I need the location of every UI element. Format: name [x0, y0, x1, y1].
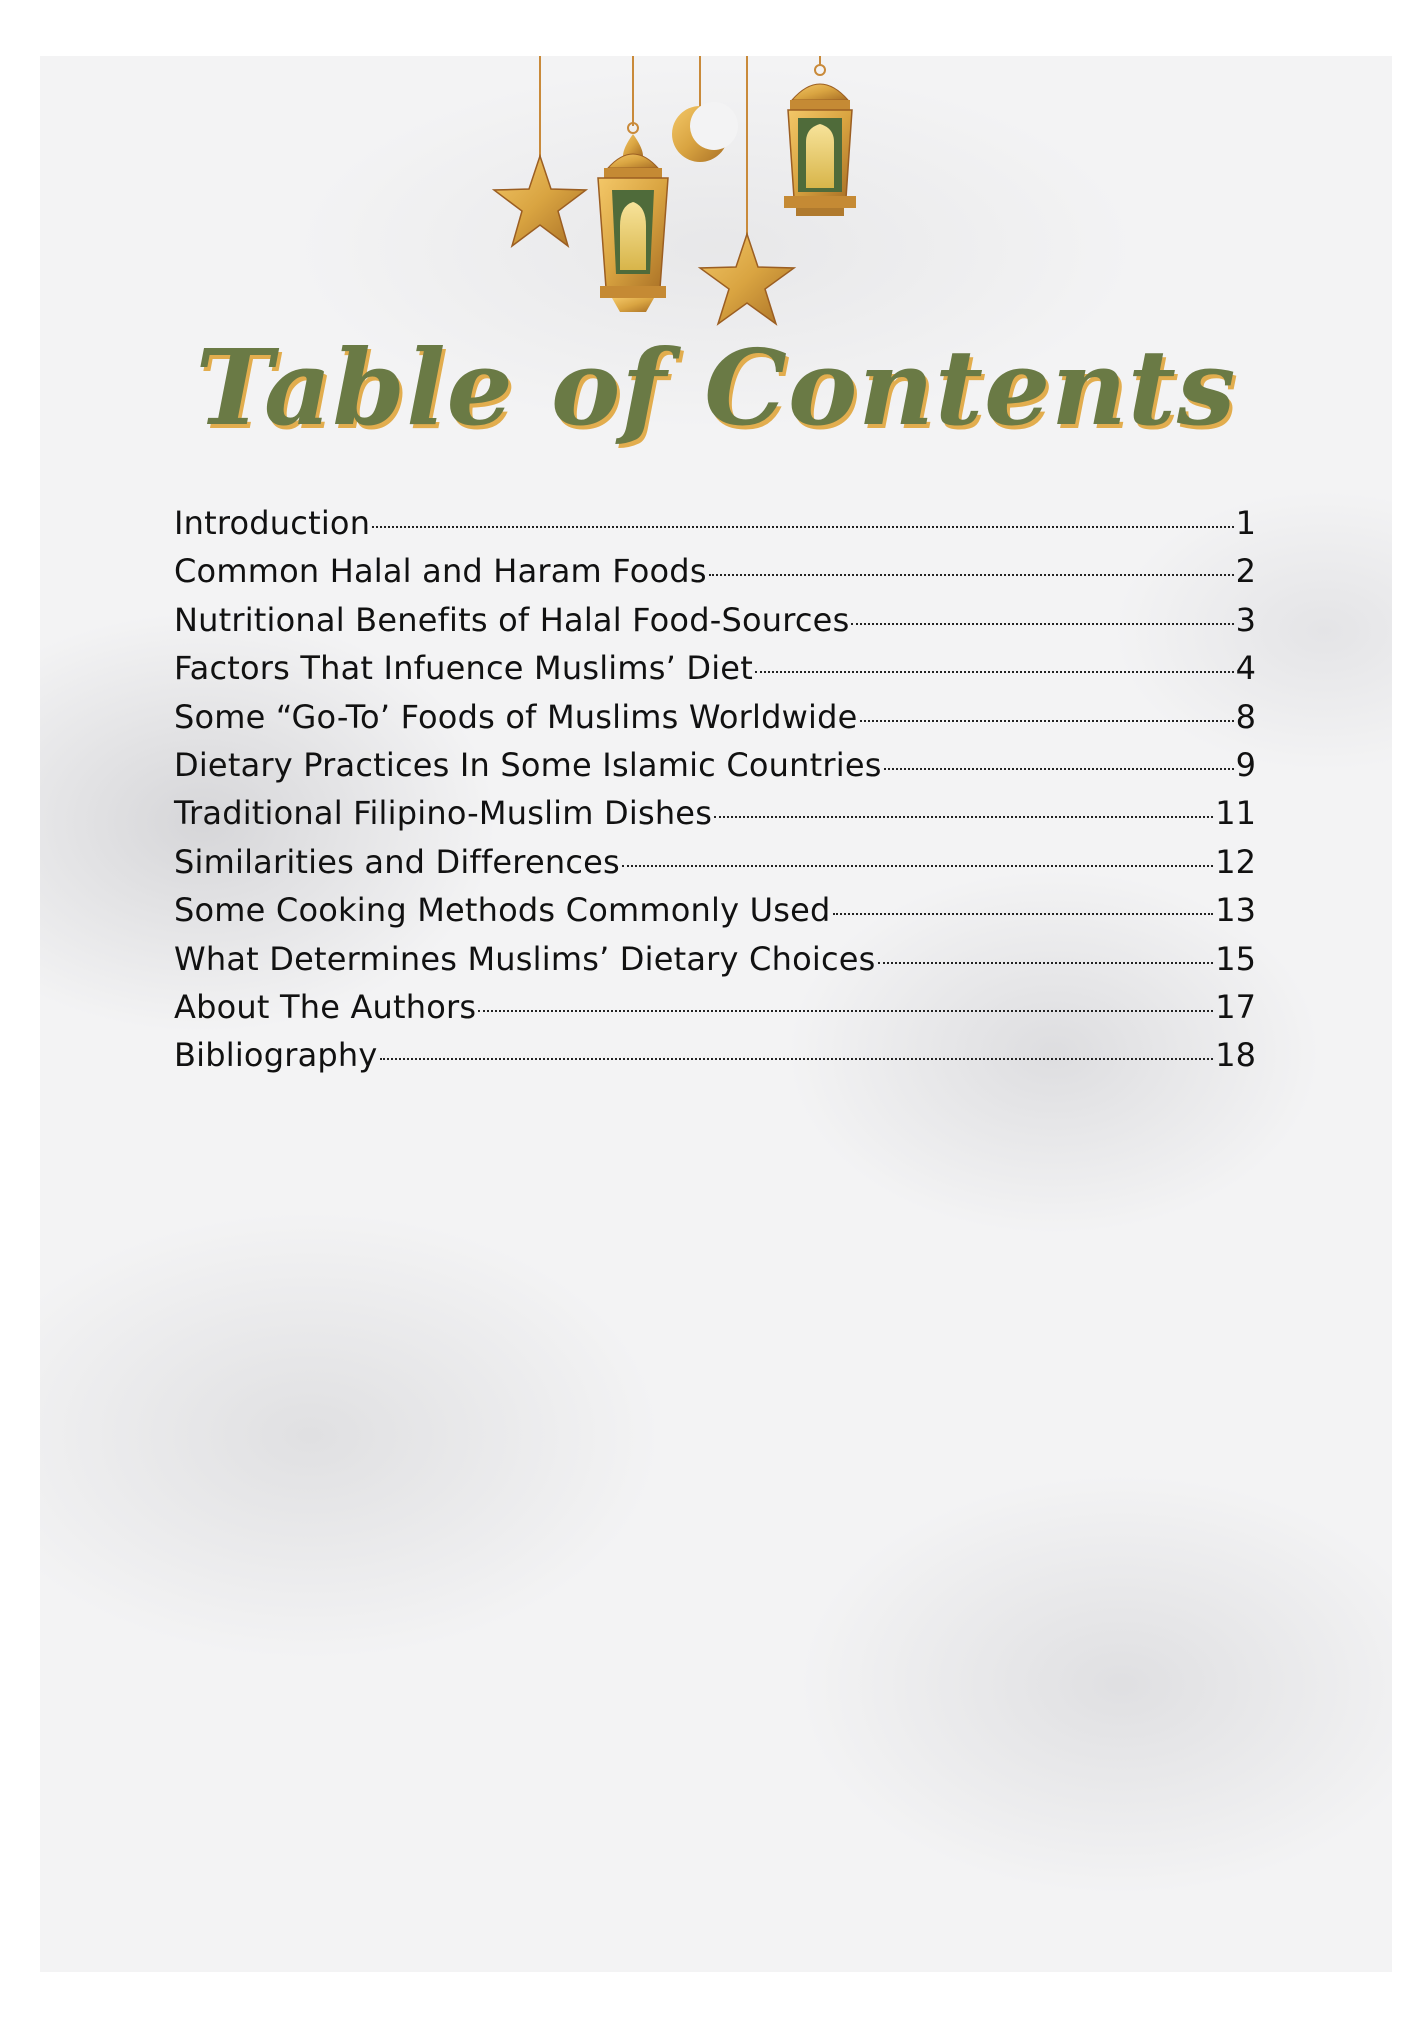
dot-leader [860, 720, 1234, 722]
toc-entry-label: Traditional Filipino-Muslim Dishes [174, 794, 713, 833]
toc-entry-label: About The Authors [174, 987, 477, 1026]
dot-leader [478, 1010, 1213, 1012]
toc-entry[interactable] [174, 891, 1256, 939]
dot-leader [833, 913, 1214, 915]
toc-entry-page-number: 8 [1235, 697, 1256, 736]
dot-leader [851, 623, 1233, 625]
toc-entry-page-number: 17 [1215, 987, 1256, 1026]
toc-entry-label: Bibliography [174, 1036, 378, 1075]
dot-leader [622, 865, 1213, 867]
dot-leader [380, 1058, 1214, 1060]
toc-entry-page-number: 1 [1235, 504, 1256, 542]
toc-entry-label: Dietary Practices In Some Islamic Countries [174, 745, 882, 784]
dot-leader [755, 671, 1234, 673]
toc-entry[interactable] [174, 940, 1256, 988]
toc-entry[interactable] [174, 746, 1256, 794]
toc-entry[interactable] [174, 601, 1256, 649]
toc-entry-page-number: 11 [1215, 794, 1256, 833]
dot-leader [884, 768, 1234, 770]
star-icon [494, 156, 586, 246]
toc-entry[interactable] [174, 698, 1256, 746]
table-of-contents [174, 504, 1256, 1085]
dot-leader [709, 574, 1234, 576]
toc-entry[interactable] [174, 552, 1256, 600]
toc-entry-page-number: 13 [1215, 891, 1256, 930]
toc-entry-page-number: 15 [1215, 939, 1256, 978]
toc-entry-page-number: 4 [1235, 649, 1256, 688]
crescent-moon-icon [672, 102, 738, 162]
toc-entry-page-number: 9 [1235, 745, 1256, 784]
toc-entry[interactable] [174, 794, 1256, 842]
toc-entry-label: Factors That Infuence Muslims’ Diet [174, 649, 753, 688]
star-icon [700, 234, 794, 324]
toc-entry[interactable] [174, 649, 1256, 697]
toc-entry-label: Some “Go-To’ Foods of Muslims Worldwide [174, 697, 858, 736]
dot-leader [372, 526, 1233, 528]
dot-leader [878, 962, 1214, 964]
toc-entry-page-number: 18 [1215, 1036, 1256, 1075]
toc-entry-label: Similarities and Differences [174, 842, 620, 881]
toc-entry-label: Nutritional Benefits of Halal Food-Sources [174, 600, 850, 639]
page [40, 56, 1392, 1972]
lantern-icon [784, 65, 856, 216]
toc-entry-page-number: 2 [1235, 552, 1256, 591]
page-title: Table of Contents [195, 326, 1237, 449]
toc-entry[interactable] [174, 1036, 1256, 1084]
dot-leader [714, 816, 1213, 818]
toc-entry-label: Some Cooking Methods Commonly Used [174, 891, 831, 930]
toc-entry[interactable] [174, 504, 1256, 552]
toc-entry[interactable] [174, 988, 1256, 1036]
toc-entry[interactable] [174, 843, 1256, 891]
toc-entry-label: Common Halal and Haram Foods [174, 552, 707, 591]
toc-entry-label: What Determines Muslims’ Dietary Choices [174, 939, 876, 978]
toc-entry-page-number: 3 [1235, 600, 1256, 639]
lantern-icon [598, 123, 668, 312]
toc-entry-label: Introduction [174, 504, 371, 542]
toc-entry-page-number: 12 [1215, 842, 1256, 881]
